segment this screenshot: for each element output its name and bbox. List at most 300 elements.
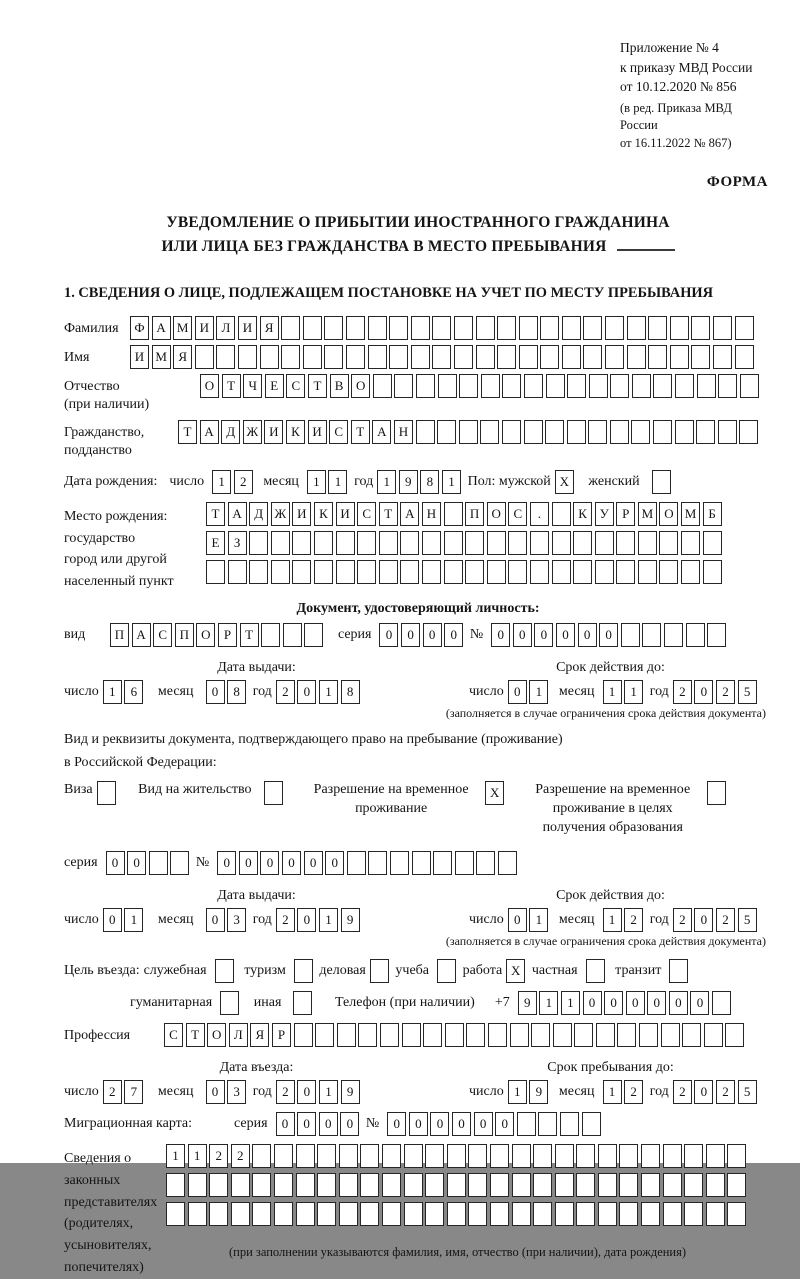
char-cell[interactable] [264, 781, 283, 805]
char-cell[interactable] [476, 316, 495, 340]
char-cell[interactable] [317, 1173, 336, 1197]
char-cell[interactable] [706, 1144, 725, 1168]
char-cell[interactable]: А [228, 502, 247, 526]
birthplace-cells-row2[interactable] [206, 531, 724, 555]
char-cell[interactable] [586, 959, 605, 983]
char-cell[interactable]: А [132, 623, 151, 647]
char-cell[interactable] [530, 531, 549, 555]
char-cell[interactable]: 0 [669, 991, 688, 1015]
char-cell[interactable] [249, 560, 268, 584]
char-cell[interactable]: 0 [106, 851, 125, 875]
char-cell[interactable]: 0 [423, 623, 442, 647]
char-cell[interactable]: О [659, 502, 678, 526]
char-cell[interactable]: Я [260, 316, 279, 340]
char-cell[interactable] [576, 1202, 595, 1226]
char-cell[interactable]: 0 [604, 991, 623, 1015]
char-cell[interactable] [339, 1173, 358, 1197]
char-cell[interactable] [292, 560, 311, 584]
char-cell[interactable] [315, 1023, 334, 1047]
char-cell[interactable]: 8 [420, 470, 439, 494]
char-cell[interactable] [616, 560, 635, 584]
char-cell[interactable]: И [264, 420, 283, 444]
char-cell[interactable] [583, 316, 602, 340]
char-cell[interactable]: 2 [673, 908, 692, 932]
char-cell[interactable] [538, 1112, 557, 1136]
char-cell[interactable] [379, 560, 398, 584]
char-cell[interactable]: 0 [409, 1112, 428, 1136]
char-cell[interactable] [588, 420, 607, 444]
char-cell[interactable]: Р [616, 502, 635, 526]
char-cell[interactable]: 0 [297, 1112, 316, 1136]
char-cell[interactable]: 1 [529, 908, 548, 932]
char-cell[interactable]: Ф [130, 316, 149, 340]
char-cell[interactable] [686, 623, 705, 647]
char-cell[interactable] [598, 1202, 617, 1226]
char-cell[interactable] [465, 531, 484, 555]
char-cell[interactable] [195, 345, 214, 369]
char-cell[interactable] [713, 345, 732, 369]
char-cell[interactable] [704, 1023, 723, 1047]
char-cell[interactable]: Ж [271, 502, 290, 526]
char-cell[interactable] [691, 316, 710, 340]
char-cell[interactable] [481, 374, 500, 398]
char-cell[interactable] [595, 560, 614, 584]
char-cell[interactable] [497, 345, 516, 369]
char-cell[interactable]: 2 [673, 680, 692, 704]
char-cell[interactable] [605, 345, 624, 369]
char-cell[interactable]: И [238, 316, 257, 340]
char-cell[interactable]: С [153, 623, 172, 647]
char-cell[interactable] [642, 623, 661, 647]
char-cell[interactable]: 8 [341, 680, 360, 704]
guardians-cells-row1[interactable] [166, 1144, 749, 1168]
char-cell[interactable]: 1 [603, 908, 622, 932]
char-cell[interactable]: И [130, 345, 149, 369]
char-cell[interactable] [641, 1173, 660, 1197]
doc-series-cells[interactable] [379, 623, 465, 647]
purpose-humanitarian-checkbox[interactable] [220, 991, 242, 1015]
char-cell[interactable] [552, 560, 571, 584]
char-cell[interactable] [220, 991, 239, 1015]
char-cell[interactable]: 0 [260, 851, 279, 875]
char-cell[interactable]: А [200, 420, 219, 444]
char-cell[interactable] [632, 374, 651, 398]
char-cell[interactable] [712, 991, 731, 1015]
char-cell[interactable]: А [372, 420, 391, 444]
char-cell[interactable] [360, 1144, 379, 1168]
char-cell[interactable]: 1 [328, 470, 347, 494]
char-cell[interactable] [188, 1202, 207, 1226]
char-cell[interactable] [659, 560, 678, 584]
char-cell[interactable] [555, 1144, 574, 1168]
char-cell[interactable] [555, 1173, 574, 1197]
char-cell[interactable] [555, 1202, 574, 1226]
char-cell[interactable] [502, 420, 521, 444]
char-cell[interactable]: 0 [297, 680, 316, 704]
char-cell[interactable]: 0 [276, 1112, 295, 1136]
char-cell[interactable] [661, 1023, 680, 1047]
permit-valid-year-cells[interactable] [673, 908, 759, 932]
char-cell[interactable] [314, 560, 333, 584]
char-cell[interactable] [444, 531, 463, 555]
stay-year-cells[interactable] [673, 1080, 759, 1104]
char-cell[interactable] [488, 1023, 507, 1047]
char-cell[interactable]: П [465, 502, 484, 526]
char-cell[interactable] [595, 531, 614, 555]
guardians-cells-row2[interactable] [166, 1173, 749, 1197]
char-cell[interactable] [703, 560, 722, 584]
char-cell[interactable] [502, 374, 521, 398]
char-cell[interactable] [444, 502, 463, 526]
option-temp-residence-checkbox[interactable] [485, 781, 507, 805]
char-cell[interactable]: У [595, 502, 614, 526]
char-cell[interactable] [718, 374, 737, 398]
char-cell[interactable] [675, 420, 694, 444]
char-cell[interactable] [271, 560, 290, 584]
purpose-private-checkbox[interactable] [586, 959, 608, 983]
char-cell[interactable]: 1 [603, 1080, 622, 1104]
char-cell[interactable]: З [228, 531, 247, 555]
char-cell[interactable] [533, 1173, 552, 1197]
char-cell[interactable]: С [164, 1023, 183, 1047]
char-cell[interactable]: 0 [690, 991, 709, 1015]
option-visa-checkbox[interactable] [97, 781, 119, 805]
char-cell[interactable] [166, 1202, 185, 1226]
char-cell[interactable]: 1 [561, 991, 580, 1015]
char-cell[interactable] [684, 1202, 703, 1226]
char-cell[interactable] [510, 1023, 529, 1047]
char-cell[interactable]: 0 [599, 623, 618, 647]
char-cell[interactable] [684, 1144, 703, 1168]
char-cell[interactable] [517, 1112, 536, 1136]
char-cell[interactable] [631, 420, 650, 444]
char-cell[interactable] [252, 1144, 271, 1168]
char-cell[interactable] [274, 1173, 293, 1197]
char-cell[interactable]: 9 [341, 1080, 360, 1104]
char-cell[interactable] [231, 1202, 250, 1226]
char-cell[interactable] [610, 420, 629, 444]
char-cell[interactable] [582, 1112, 601, 1136]
char-cell[interactable]: Е [206, 531, 225, 555]
birth-year-cells[interactable] [377, 470, 463, 494]
char-cell[interactable] [206, 560, 225, 584]
char-cell[interactable] [508, 531, 527, 555]
char-cell[interactable]: 0 [508, 908, 527, 932]
char-cell[interactable] [346, 345, 365, 369]
char-cell[interactable] [314, 531, 333, 555]
char-cell[interactable] [188, 1173, 207, 1197]
char-cell[interactable] [444, 560, 463, 584]
stay-day-cells[interactable] [508, 1080, 551, 1104]
doc-issued-year-cells[interactable] [276, 680, 362, 704]
char-cell[interactable]: М [173, 316, 192, 340]
char-cell[interactable] [293, 991, 312, 1015]
char-cell[interactable]: О [351, 374, 370, 398]
char-cell[interactable] [545, 420, 564, 444]
char-cell[interactable] [411, 316, 430, 340]
char-cell[interactable] [281, 345, 300, 369]
char-cell[interactable] [530, 560, 549, 584]
char-cell[interactable] [455, 851, 474, 875]
permit-issued-day-cells[interactable] [103, 908, 146, 932]
char-cell[interactable] [512, 1202, 531, 1226]
purpose-other-checkbox[interactable] [293, 991, 315, 1015]
birthplace-cells-row1[interactable] [206, 502, 724, 526]
char-cell[interactable]: 2 [234, 470, 253, 494]
char-cell[interactable] [416, 374, 435, 398]
char-cell[interactable] [619, 1173, 638, 1197]
char-cell[interactable] [610, 374, 629, 398]
char-cell[interactable] [274, 1144, 293, 1168]
char-cell[interactable]: И [308, 420, 327, 444]
char-cell[interactable] [487, 531, 506, 555]
char-cell[interactable] [663, 1144, 682, 1168]
char-cell[interactable]: 0 [583, 991, 602, 1015]
doc-valid-day-cells[interactable] [508, 680, 551, 704]
char-cell[interactable]: А [400, 502, 419, 526]
birthplace-cells-row3[interactable] [206, 560, 724, 584]
char-cell[interactable] [684, 1173, 703, 1197]
char-cell[interactable]: 6 [124, 680, 143, 704]
char-cell[interactable] [380, 1023, 399, 1047]
char-cell[interactable] [294, 959, 313, 983]
doc-issued-month-cells[interactable] [206, 680, 249, 704]
char-cell[interactable] [670, 345, 689, 369]
char-cell[interactable] [468, 1173, 487, 1197]
char-cell[interactable]: 9 [529, 1080, 548, 1104]
char-cell[interactable]: К [286, 420, 305, 444]
char-cell[interactable]: Л [216, 316, 235, 340]
char-cell[interactable] [638, 560, 657, 584]
char-cell[interactable] [416, 420, 435, 444]
char-cell[interactable] [739, 420, 758, 444]
char-cell[interactable]: М [638, 502, 657, 526]
char-cell[interactable] [292, 531, 311, 555]
char-cell[interactable] [445, 1023, 464, 1047]
char-cell[interactable]: 2 [624, 908, 643, 932]
char-cell[interactable] [718, 420, 737, 444]
char-cell[interactable] [336, 560, 355, 584]
char-cell[interactable] [696, 420, 715, 444]
char-cell[interactable] [524, 374, 543, 398]
char-cell[interactable] [390, 851, 409, 875]
char-cell[interactable] [447, 1202, 466, 1226]
char-cell[interactable]: 2 [103, 1080, 122, 1104]
char-cell[interactable] [411, 345, 430, 369]
char-cell[interactable] [740, 374, 759, 398]
char-cell[interactable] [97, 781, 116, 805]
char-cell[interactable] [648, 316, 667, 340]
char-cell[interactable]: X [555, 470, 574, 494]
char-cell[interactable]: 9 [399, 470, 418, 494]
char-cell[interactable] [346, 316, 365, 340]
char-cell[interactable] [727, 1173, 746, 1197]
char-cell[interactable]: 2 [209, 1144, 228, 1168]
char-cell[interactable] [697, 374, 716, 398]
option-visa[interactable] [64, 781, 118, 805]
entry-year-cells[interactable] [276, 1080, 362, 1104]
char-cell[interactable]: 2 [624, 1080, 643, 1104]
char-cell[interactable] [357, 560, 376, 584]
char-cell[interactable] [573, 560, 592, 584]
char-cell[interactable] [663, 1202, 682, 1226]
char-cell[interactable] [412, 851, 431, 875]
char-cell[interactable]: О [487, 502, 506, 526]
char-cell[interactable]: 3 [227, 1080, 246, 1104]
char-cell[interactable]: С [329, 420, 348, 444]
char-cell[interactable] [382, 1202, 401, 1226]
char-cell[interactable]: Б [703, 502, 722, 526]
char-cell[interactable] [641, 1144, 660, 1168]
char-cell[interactable] [675, 374, 694, 398]
char-cell[interactable] [476, 345, 495, 369]
doc-issued-day-cells[interactable] [103, 680, 146, 704]
char-cell[interactable] [641, 1202, 660, 1226]
char-cell[interactable] [454, 345, 473, 369]
char-cell[interactable]: Т [240, 623, 259, 647]
char-cell[interactable]: 0 [304, 851, 323, 875]
char-cell[interactable]: 0 [401, 623, 420, 647]
guardians-cells-row3[interactable] [166, 1202, 749, 1226]
char-cell[interactable] [727, 1202, 746, 1226]
char-cell[interactable]: Т [222, 374, 241, 398]
sex-female-checkbox[interactable] [652, 470, 674, 494]
purpose-work-checkbox[interactable] [506, 959, 528, 983]
char-cell[interactable] [682, 1023, 701, 1047]
char-cell[interactable]: . [530, 502, 549, 526]
char-cell[interactable] [735, 345, 754, 369]
char-cell[interactable]: 1 [166, 1144, 185, 1168]
option-temp-residence-edu[interactable] [527, 781, 729, 838]
char-cell[interactable] [324, 345, 343, 369]
char-cell[interactable] [459, 420, 478, 444]
char-cell[interactable]: О [200, 374, 219, 398]
char-cell[interactable]: 0 [387, 1112, 406, 1136]
char-cell[interactable] [490, 1144, 509, 1168]
char-cell[interactable]: Я [250, 1023, 269, 1047]
char-cell[interactable] [713, 316, 732, 340]
char-cell[interactable] [519, 316, 538, 340]
char-cell[interactable] [304, 623, 323, 647]
entry-day-cells[interactable] [103, 1080, 146, 1104]
char-cell[interactable] [296, 1144, 315, 1168]
char-cell[interactable]: Р [218, 623, 237, 647]
char-cell[interactable] [368, 316, 387, 340]
char-cell[interactable]: 0 [626, 991, 645, 1015]
char-cell[interactable] [533, 1144, 552, 1168]
char-cell[interactable]: Т [178, 420, 197, 444]
char-cell[interactable] [533, 1202, 552, 1226]
char-cell[interactable] [605, 316, 624, 340]
char-cell[interactable] [540, 316, 559, 340]
char-cell[interactable] [260, 345, 279, 369]
char-cell[interactable] [707, 781, 726, 805]
char-cell[interactable]: 3 [227, 908, 246, 932]
char-cell[interactable] [703, 531, 722, 555]
char-cell[interactable] [574, 1023, 593, 1047]
char-cell[interactable]: 1 [624, 680, 643, 704]
citizenship-cells[interactable] [178, 420, 761, 444]
char-cell[interactable]: 9 [341, 908, 360, 932]
char-cell[interactable]: 0 [474, 1112, 493, 1136]
char-cell[interactable] [433, 851, 452, 875]
char-cell[interactable] [360, 1202, 379, 1226]
char-cell[interactable]: 0 [513, 623, 532, 647]
char-cell[interactable]: Р [272, 1023, 291, 1047]
char-cell[interactable]: К [573, 502, 592, 526]
char-cell[interactable] [524, 420, 543, 444]
migration-series-cells[interactable] [276, 1112, 362, 1136]
char-cell[interactable] [468, 1202, 487, 1226]
char-cell[interactable] [274, 1202, 293, 1226]
permit-valid-day-cells[interactable] [508, 908, 551, 932]
char-cell[interactable]: X [506, 959, 525, 983]
char-cell[interactable] [170, 851, 189, 875]
doc-valid-month-cells[interactable] [603, 680, 646, 704]
char-cell[interactable]: 0 [297, 908, 316, 932]
permit-number-cells[interactable] [217, 851, 519, 875]
char-cell[interactable] [546, 374, 565, 398]
char-cell[interactable]: 1 [377, 470, 396, 494]
char-cell[interactable] [357, 531, 376, 555]
char-cell[interactable]: Я [173, 345, 192, 369]
char-cell[interactable] [149, 851, 168, 875]
char-cell[interactable] [583, 345, 602, 369]
char-cell[interactable]: 0 [340, 1112, 359, 1136]
char-cell[interactable] [389, 345, 408, 369]
char-cell[interactable] [249, 531, 268, 555]
purpose-official-checkbox[interactable] [215, 959, 237, 983]
char-cell[interactable] [339, 1202, 358, 1226]
char-cell[interactable]: С [508, 502, 527, 526]
char-cell[interactable] [281, 316, 300, 340]
char-cell[interactable] [567, 374, 586, 398]
char-cell[interactable] [296, 1202, 315, 1226]
char-cell[interactable]: Т [186, 1023, 205, 1047]
char-cell[interactable] [480, 420, 499, 444]
char-cell[interactable] [231, 1173, 250, 1197]
doc-valid-year-cells[interactable] [673, 680, 759, 704]
char-cell[interactable]: Н [394, 420, 413, 444]
char-cell[interactable] [497, 316, 516, 340]
char-cell[interactable] [347, 851, 366, 875]
char-cell[interactable] [619, 1202, 638, 1226]
char-cell[interactable]: 0 [491, 623, 510, 647]
char-cell[interactable] [512, 1173, 531, 1197]
char-cell[interactable]: П [175, 623, 194, 647]
char-cell[interactable] [422, 560, 441, 584]
char-cell[interactable] [400, 531, 419, 555]
char-cell[interactable]: 0 [319, 1112, 338, 1136]
char-cell[interactable]: С [286, 374, 305, 398]
char-cell[interactable] [394, 374, 413, 398]
char-cell[interactable]: М [152, 345, 171, 369]
profession-cells[interactable] [164, 1023, 747, 1047]
char-cell[interactable] [466, 1023, 485, 1047]
char-cell[interactable] [317, 1144, 336, 1168]
char-cell[interactable] [598, 1144, 617, 1168]
permit-valid-month-cells[interactable] [603, 908, 646, 932]
doc-number-cells[interactable] [491, 623, 729, 647]
char-cell[interactable] [589, 374, 608, 398]
char-cell[interactable] [228, 560, 247, 584]
char-cell[interactable] [252, 1173, 271, 1197]
char-cell[interactable] [425, 1144, 444, 1168]
char-cell[interactable] [215, 959, 234, 983]
char-cell[interactable]: К [314, 502, 333, 526]
char-cell[interactable] [669, 959, 688, 983]
char-cell[interactable]: 0 [508, 680, 527, 704]
